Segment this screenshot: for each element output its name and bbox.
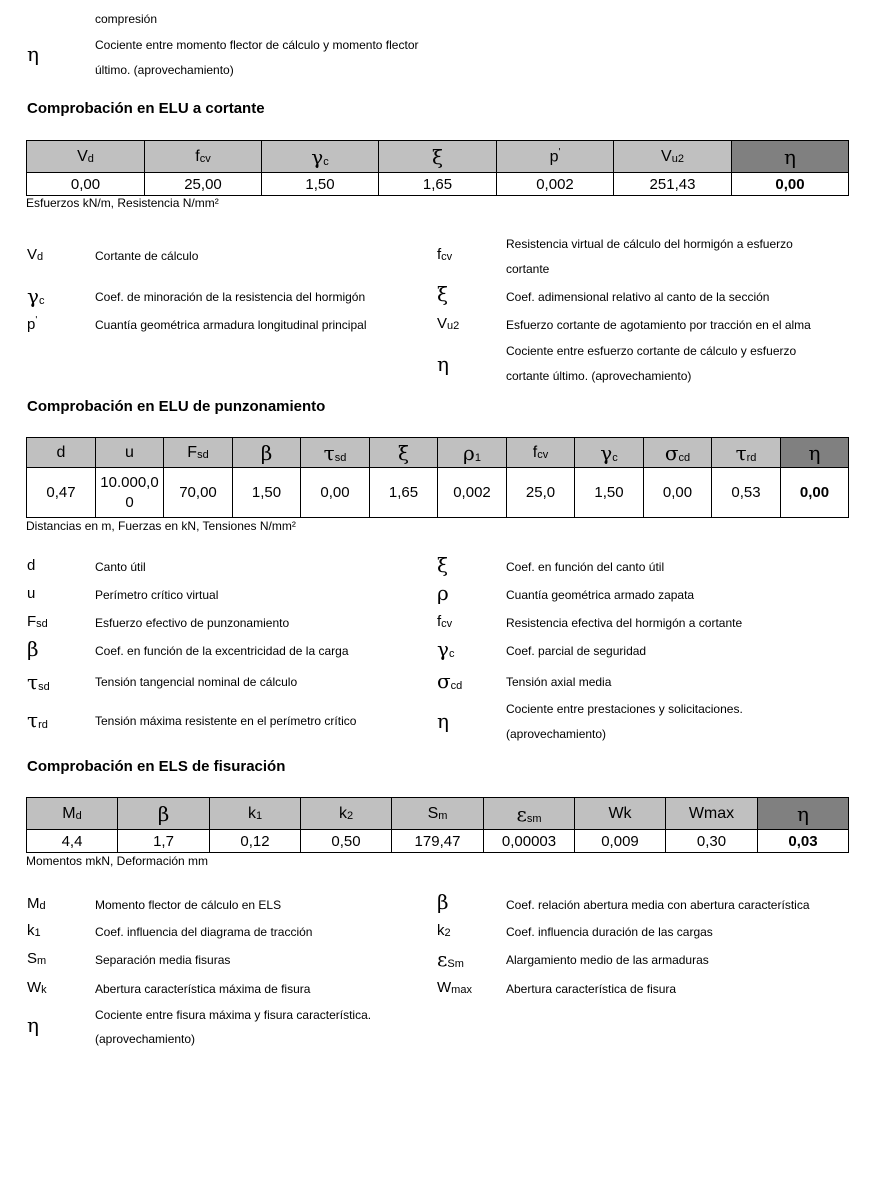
table-header-row xyxy=(27,141,849,173)
legend-symbol: ξ xyxy=(437,282,449,306)
legend-symbol: ξ xyxy=(437,553,449,577)
legend-text: Alargamiento medio de las armaduras xyxy=(506,953,709,967)
legend-text: Coef. en función de la excentricidad de la carga xyxy=(95,644,349,658)
table-cell: 0,47 xyxy=(27,468,96,518)
table-cell: 1,50 xyxy=(233,468,301,518)
legend-symbol: $F_{sd}$ xyxy=(27,613,48,630)
table-cell: 0,00003 xyxy=(484,830,575,853)
legend-symbol: ρ xyxy=(437,581,449,605)
table-cell: 10.000,0 0 xyxy=(96,468,164,518)
legend-text: Coef. influencia duración de las cargas xyxy=(506,925,713,939)
table-row xyxy=(27,830,849,853)
legend-symbol: d xyxy=(27,557,36,574)
legend-text: cortante xyxy=(506,262,550,276)
legend-text: Separación media fisuras xyxy=(95,953,231,967)
legend-symbol: $W_{max}$ xyxy=(437,979,472,996)
legend-text: Tensión tangencial nominal de cálculo xyxy=(95,675,298,689)
table-cell-eta: 0,03 xyxy=(758,830,849,853)
legend-text: Coef. relación abertura media con abertura característica xyxy=(506,898,810,912)
header-cell-eta: η xyxy=(732,141,849,173)
legend-symbol: η xyxy=(27,1013,39,1037)
legend-symbol: $\sigma_{cd}$ xyxy=(437,669,463,693)
table-cell: 0,002 xyxy=(438,468,507,518)
header-cell: $\gamma_c$ xyxy=(262,141,379,173)
table-cell: 179,47 xyxy=(392,830,484,853)
legend-symbol: $\gamma_c$ xyxy=(437,637,455,661)
header-cell: $f_{cv}$ xyxy=(145,141,262,173)
header-cell: ξ xyxy=(370,438,438,468)
header-cell: β xyxy=(118,798,210,830)
table-cell: 0,30 xyxy=(666,830,758,853)
legend-text: Abertura característica máxima de fisura xyxy=(95,982,311,996)
header-cell: $V_{u2}$ xyxy=(614,141,732,173)
legend-text: Cociente entre fisura máxima y fisura característica. xyxy=(95,1008,372,1022)
legend-symbol: $\gamma_c$ xyxy=(27,284,45,308)
header-cell: $\varepsilon_{sm}$ xyxy=(484,798,575,830)
header-cell: $\tau_{sd}$ xyxy=(301,438,370,468)
header-cell-eta: η xyxy=(758,798,849,830)
units-note: Distancias en m, Fuerzas en kN, Tensiones N/mm² xyxy=(26,519,296,533)
table-cell: 0,50 xyxy=(301,830,392,853)
table-cell: 0,002 xyxy=(497,173,614,196)
legend-symbol: $W_k$ xyxy=(27,979,47,996)
header-cell: Wk xyxy=(575,798,666,830)
table-header-row xyxy=(27,438,849,468)
legend-symbol: $k_1$ xyxy=(27,922,41,939)
table-row xyxy=(27,468,849,518)
legend-text: Esfuerzo cortante de agotamiento por tracción en el alma xyxy=(506,318,811,332)
header-cell: $\rho_1$ xyxy=(438,438,507,468)
header-cell: $\tau_{rd}$ xyxy=(712,438,781,468)
legend-text: (aprovechamiento) xyxy=(95,1032,196,1046)
legend-symbol: $\tau_{sd}$ xyxy=(27,670,50,694)
legend-text: Cuantía geométrica armado zapata xyxy=(506,588,695,602)
legend-symbol: $\varepsilon_{Sm}$ xyxy=(437,947,464,971)
table-cell: 0,00 xyxy=(301,468,370,518)
table-cell: 25,00 xyxy=(145,173,262,196)
header-cell: $S_m$ xyxy=(392,798,484,830)
table-cell: 0,12 xyxy=(210,830,301,853)
legend-symbol: η xyxy=(437,352,449,376)
legend-text: Cuantía geométrica armadura longitudinal principal xyxy=(95,318,367,332)
legend-symbol: η xyxy=(437,709,449,733)
legend-text: Esfuerzo efectivo de punzonamiento xyxy=(95,616,290,630)
table-cell: 1,65 xyxy=(379,173,497,196)
table-header-row xyxy=(27,798,849,830)
table-cell: 70,00 xyxy=(164,468,233,518)
legend-text: Cociente entre prestaciones y solicitaciones. xyxy=(506,702,743,716)
table-cell: 0,00 xyxy=(27,173,145,196)
legend-text: Coef. adimensional relativo al canto de la sección xyxy=(506,290,770,304)
header-cell: $V_d$ xyxy=(27,141,145,173)
punzonamiento-table xyxy=(26,437,849,518)
units-note: Esfuerzos kN/m, Resistencia N/mm² xyxy=(26,196,219,210)
top-eta-desc-line2: último. (aprovechamiento) xyxy=(95,63,234,77)
cortante-table xyxy=(26,140,849,196)
header-cell: $f_{cv}$ xyxy=(507,438,575,468)
header-cell: $k_1$ xyxy=(210,798,301,830)
legend-symbol: $k_2$ xyxy=(437,922,451,939)
legend-text: Resistencia efectiva del hormigón a cortante xyxy=(506,616,743,630)
top-text-line1: compresión xyxy=(95,12,158,26)
legend-text: Perímetro crítico virtual xyxy=(95,588,219,602)
table-cell-eta: 0,00 xyxy=(781,468,849,518)
header-cell: d xyxy=(27,438,96,468)
table-cell: 1,50 xyxy=(262,173,379,196)
legend-text: Coef. influencia del diagrama de tracción xyxy=(95,925,313,939)
table-cell: 0,00 xyxy=(644,468,712,518)
legend-text: Canto útil xyxy=(95,560,146,574)
units-note: Momentos mkN, Deformación mm xyxy=(26,854,209,868)
table-row xyxy=(27,173,849,196)
table-cell: 1,7 xyxy=(118,830,210,853)
eta-symbol: η xyxy=(27,42,39,66)
header-cell: $F_{sd}$ xyxy=(164,438,233,468)
table-cell: 25,0 xyxy=(507,468,575,518)
table-cell: 1,50 xyxy=(575,468,644,518)
legend-symbol: $V_d$ xyxy=(27,246,44,263)
top-eta-desc-line1: Cociente entre momento flector de cálculo y momento flector xyxy=(95,38,419,52)
table-cell: 4,4 xyxy=(27,830,118,853)
header-cell-eta: η xyxy=(781,438,849,468)
header-cell: $M_d$ xyxy=(27,798,118,830)
header-cell: u xyxy=(96,438,164,468)
legend-text: Tensión máxima resistente en el perímetro crítico xyxy=(95,714,357,728)
header-cell: p' xyxy=(497,141,614,173)
header-cell: Wmax xyxy=(666,798,758,830)
legend-symbol: $\tau_{rd}$ xyxy=(27,708,48,732)
legend-symbol: $V_{u2}$ xyxy=(437,315,460,332)
legend-text: Momento flector de cálculo en ELS xyxy=(95,898,282,912)
legend-text: Coef. parcial de seguridad xyxy=(506,644,647,658)
fisuracion-table xyxy=(26,797,849,853)
table-cell: 0,53 xyxy=(712,468,781,518)
header-cell: β xyxy=(233,438,301,468)
legend-text: cortante último. (aprovechamiento) xyxy=(506,369,692,383)
legend-text: Tensión axial media xyxy=(506,675,612,689)
legend-symbol: p' xyxy=(27,315,38,333)
legend-text: Coef. de minoración de la resistencia del hormigón xyxy=(95,290,366,304)
section-title-cortante: Comprobación en ELU a cortante xyxy=(27,100,265,117)
legend-symbol: β xyxy=(437,890,449,914)
table-cell-eta: 0,00 xyxy=(732,173,849,196)
legend-text: Abertura característica de fisura xyxy=(506,982,677,996)
legend-text: Resistencia virtual de cálculo del hormigón a esfuerzo xyxy=(506,237,793,251)
legend-text: Cortante de cálculo xyxy=(95,249,199,263)
header-cell: $\gamma_c$ xyxy=(575,438,644,468)
table-cell: 1,65 xyxy=(370,468,438,518)
table-cell: 0,009 xyxy=(575,830,666,853)
section-title-punzonamiento: Comprobación en ELU de punzonamiento xyxy=(27,398,326,415)
legend-symbol: $M_d$ xyxy=(27,895,46,912)
header-cell: ξ xyxy=(379,141,497,173)
legend-symbol: β xyxy=(27,637,39,661)
legend-symbol: $S_m$ xyxy=(27,950,47,967)
legend-text: Coef. en función del canto útil xyxy=(506,560,665,574)
legend-text: Cociente entre esfuerzo cortante de cálculo y esfuerzo xyxy=(506,344,797,358)
table-cell: 251,43 xyxy=(614,173,732,196)
legend-text: (aprovechamiento) xyxy=(506,727,607,741)
section-title-fisuracion: Comprobación en ELS de fisuración xyxy=(27,758,286,775)
legend-symbol: $f_{cv}$ xyxy=(437,246,453,263)
header-cell: $k_2$ xyxy=(301,798,392,830)
header-cell: $\sigma_{cd}$ xyxy=(644,438,712,468)
legend-symbol: $f_{cv}$ xyxy=(437,613,453,630)
legend-symbol: u xyxy=(27,585,36,602)
